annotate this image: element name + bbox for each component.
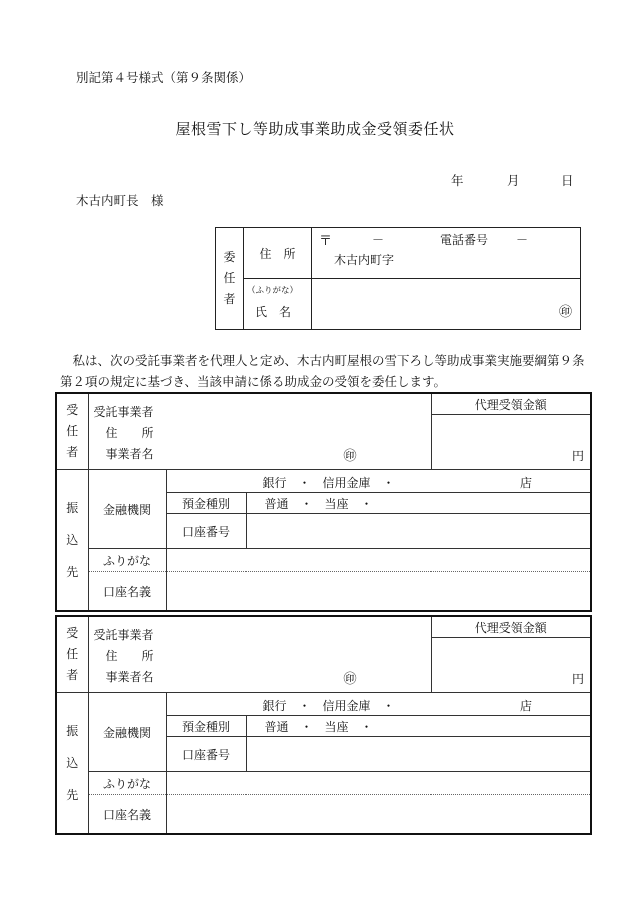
amount-label: 代理受領金額: [431, 393, 591, 415]
contractor-label: 受託事業者: [93, 405, 154, 419]
holder-field[interactable]: [166, 572, 591, 612]
bank-field[interactable]: [166, 470, 591, 493]
agent-label: 受 任 者: [56, 616, 88, 693]
contractor-address-label: 住 所: [105, 649, 154, 663]
holder-furigana-label: ふりがな: [88, 549, 166, 572]
transfer-label: 振 込 先: [56, 693, 88, 835]
contractor-seal: ㊞: [343, 672, 357, 687]
contractor-label: 受託事業者: [93, 628, 154, 642]
bank-options: 銀行 ・ 信用金庫 ・: [262, 699, 395, 713]
date-day-label: 日: [561, 173, 574, 188]
deposit-type-label: 預金種別: [166, 716, 246, 737]
holder-label: 口座名義: [88, 572, 166, 612]
agent-label: 受 任 者: [56, 393, 88, 470]
bank-label: 金融機関: [88, 693, 166, 772]
account-number-label: 口座番号: [166, 514, 246, 549]
amount-label: 代理受領金額: [431, 616, 591, 638]
holder-field[interactable]: [166, 795, 591, 835]
postal-dash: －: [372, 233, 385, 247]
postal-mark: 〒: [319, 234, 333, 249]
principal-table: [215, 227, 581, 330]
phone-dash: －: [516, 233, 529, 247]
branch-label: 店: [519, 476, 532, 490]
delegation-block-1: [55, 392, 592, 612]
deposit-type-label: 預金種別: [166, 493, 246, 514]
principal-name-label: [244, 279, 312, 330]
account-number-field[interactable]: [246, 737, 591, 772]
contractor-address-label: 住 所: [105, 426, 154, 440]
address-prefix: 木古内町字: [334, 253, 395, 267]
principal-section-label: 委 任 者: [216, 228, 244, 330]
amount-field[interactable]: [431, 415, 591, 470]
account-number-label: 口座番号: [166, 737, 246, 772]
delegation-paragraph: 私は、次の受託事業者を代理人と定め、木古内町屋根の雪下ろし等助成事業実施要綱第９条第２項の規定に基づき、当該申請に係る助成金の受領を委任します。: [60, 353, 585, 389]
amount-field[interactable]: [431, 638, 591, 693]
bank-label: 金融機関: [88, 470, 166, 549]
bank-field[interactable]: [166, 693, 591, 716]
business-name-label: 事業者名: [105, 670, 154, 684]
principal-seal: ㊞: [558, 305, 572, 320]
yen-label: 円: [571, 672, 584, 686]
holder-furigana-label: ふりがな: [88, 772, 166, 795]
deposit-type-field[interactable]: 普通 ・ 当座 ・: [246, 493, 591, 514]
branch-label: 店: [519, 699, 532, 713]
contractor-field[interactable]: [88, 393, 431, 470]
principal-name-text: 氏 名: [255, 305, 292, 319]
date-month-label: 月: [507, 173, 520, 188]
principal-name-field[interactable]: [312, 279, 581, 330]
phone-label: 電話番号: [440, 233, 489, 247]
principal-address-field[interactable]: [312, 228, 581, 279]
date-year-label: 年: [451, 173, 464, 188]
holder-furigana-field[interactable]: [166, 549, 591, 572]
deposit-type-field[interactable]: 普通 ・ 当座 ・: [246, 716, 591, 737]
delegation-block-2: [55, 615, 592, 835]
form-label: 別記第４号様式（第９条関係）: [76, 70, 252, 85]
principal-furigana-label: （ふりがな）: [247, 286, 299, 296]
principal-address-label: 住 所: [244, 228, 312, 279]
bank-options: 銀行 ・ 信用金庫 ・: [262, 476, 395, 490]
contractor-seal: ㊞: [343, 449, 357, 464]
business-name-label: 事業者名: [105, 447, 154, 461]
account-number-field[interactable]: [246, 514, 591, 549]
transfer-label: 振 込 先: [56, 470, 88, 612]
yen-label: 円: [571, 449, 584, 463]
document-title: 屋根雪下し等助成事業助成金受領委任状: [175, 120, 455, 138]
holder-furigana-field[interactable]: [166, 772, 591, 795]
holder-label: 口座名義: [88, 795, 166, 835]
addressee: 木古内町長 様: [76, 193, 164, 208]
contractor-field[interactable]: [88, 616, 431, 693]
